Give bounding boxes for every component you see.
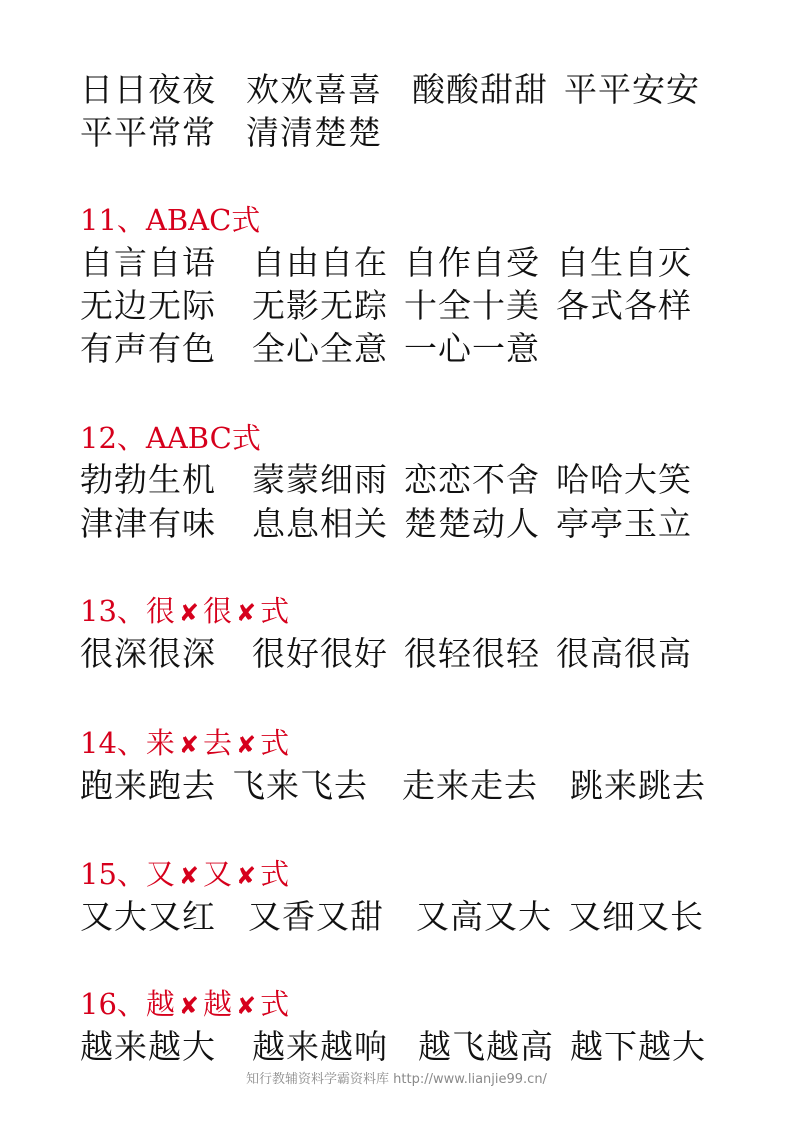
intro-row-1: [80, 70, 700, 110]
idiom: 平平安安: [564, 70, 700, 109]
idiom: 恋恋不舍: [404, 460, 540, 499]
heading-part: 16、越: [80, 987, 175, 1021]
cross-mark-icon: ✘: [236, 599, 257, 627]
cross-mark-icon: ✘: [178, 862, 200, 890]
idiom: 自作自受: [404, 243, 540, 282]
section-13-row-1: [80, 634, 692, 674]
section-11-row-3: [80, 329, 540, 369]
cross-mark-icon: ✘: [236, 731, 257, 759]
section-heading-16: [80, 986, 289, 1024]
heading-part: 越: [203, 987, 233, 1021]
idiom: 又大又红: [80, 897, 216, 936]
idiom: 很轻很轻: [404, 634, 540, 673]
idiom: 越飞越高: [418, 1027, 554, 1066]
section-11-row-2: [80, 286, 692, 326]
idiom: 全心全意: [252, 329, 388, 368]
heading-part: 式: [260, 987, 290, 1021]
heading-part: 13、很: [80, 594, 175, 628]
idiom: 日日夜夜: [80, 70, 216, 109]
intro-row-2: [80, 113, 382, 153]
cross-mark-icon: ✘: [178, 599, 200, 627]
heading-part: 15、又: [80, 857, 175, 891]
idiom: 飞来飞去: [232, 766, 368, 805]
idiom: 平平常常: [80, 113, 216, 152]
cross-mark-icon: ✘: [236, 992, 257, 1020]
idiom: 酸酸甜甜: [412, 70, 548, 109]
idiom: 清清楚楚: [246, 113, 382, 152]
idiom: 哈哈大笑: [556, 460, 692, 499]
idiom: 息息相关: [252, 504, 388, 543]
heading-part: 式: [260, 594, 290, 628]
idiom: 欢欢喜喜: [246, 70, 382, 109]
idiom: 自生自灭: [556, 243, 692, 282]
heading-part: 式: [260, 857, 290, 891]
section-12-row-2: [80, 504, 692, 544]
idiom: 很高很高: [556, 634, 692, 673]
heading-part: 很: [203, 594, 233, 628]
idiom: 十全十美: [404, 286, 540, 325]
idiom: 跳来跳去: [570, 766, 706, 805]
footer-watermark: 知行教辅资料学霸资料库 http://www.lianjie99.cn/: [246, 1072, 547, 1087]
idiom: 又细又长: [568, 897, 704, 936]
idiom: 又高又大: [416, 897, 552, 936]
section-heading-13: [80, 593, 289, 631]
idiom: 津津有味: [80, 504, 216, 543]
section-16-row-1: [80, 1027, 706, 1067]
idiom: 跑来跑去: [80, 766, 216, 805]
idiom: 越来越响: [252, 1027, 388, 1066]
cross-mark-icon: ✘: [178, 731, 200, 759]
idiom: 各式各样: [556, 286, 692, 325]
idiom: 越下越大: [570, 1027, 706, 1066]
idiom: 无边无际: [80, 286, 216, 325]
heading-part: 又: [203, 857, 233, 891]
heading-part: 去: [203, 726, 233, 760]
idiom: 一心一意: [404, 329, 540, 368]
section-14-row-1: [80, 766, 706, 806]
idiom: 很好很好: [252, 634, 388, 673]
section-11-row-1: [80, 243, 692, 283]
idiom: 自言自语: [80, 243, 216, 282]
idiom: 无影无踪: [252, 286, 388, 325]
idiom: 走来走去: [402, 766, 538, 805]
section-12-row-1: [80, 460, 692, 500]
idiom: 自由自在: [252, 243, 388, 282]
cross-mark-icon: ✘: [178, 992, 200, 1020]
idiom: 越来越大: [80, 1027, 216, 1066]
heading-part: 14、来: [80, 726, 175, 760]
section-heading-12: 12、AABC式: [80, 421, 261, 455]
idiom: 蒙蒙细雨: [252, 460, 388, 499]
idiom: 又香又甜: [248, 897, 384, 936]
cross-mark-icon: ✘: [236, 862, 257, 890]
section-15-row-1: [80, 897, 704, 937]
section-heading-14: [80, 725, 289, 763]
section-heading-15: [80, 856, 289, 894]
idiom: 有声有色: [80, 329, 216, 368]
heading-part: 式: [260, 726, 290, 760]
section-heading-11: 11、ABAC式: [80, 203, 261, 237]
idiom: 很深很深: [80, 634, 216, 673]
idiom: 勃勃生机: [80, 460, 216, 499]
idiom: 亭亭玉立: [556, 504, 692, 543]
idiom: 楚楚动人: [404, 504, 540, 543]
